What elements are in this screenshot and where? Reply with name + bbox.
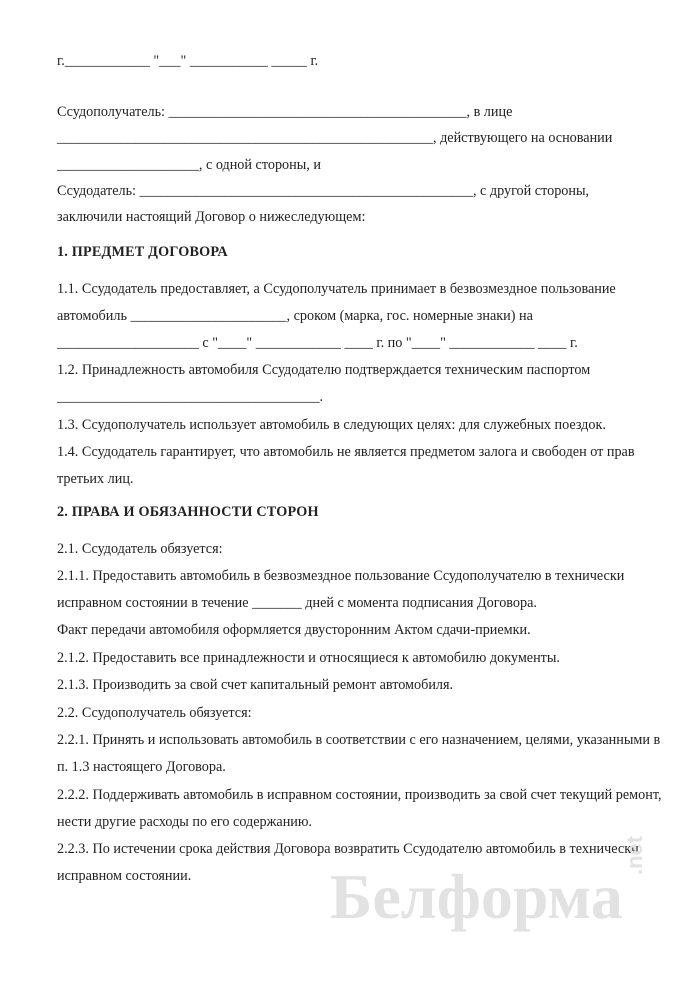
clause-2-1-1-line-c: Факт передачи автомобиля оформляется двусторонним Актом сдачи-приемки. bbox=[57, 622, 531, 638]
date-line: г.____________ "___" ___________ _____ г. bbox=[57, 53, 319, 69]
parties-line-1: Ссудополучатель: __________________________________________, в лице bbox=[57, 104, 513, 120]
clause-2-2-1-line-b: п. 1.3 настоящего Договора. bbox=[57, 759, 226, 775]
clause-1-3: 1.3. Ссудополучатель использует автомобиль в следующих целях: для служебных поездок. bbox=[57, 417, 606, 433]
clause-1-1-line-b: автомобиль ______________________, сроком (марка, гос. номерные знаки) на bbox=[57, 308, 533, 324]
clause-2-2-3-line-a: 2.2.3. По истечении срока действия Договора возвратить Ссудодателю автомобиль в технически bbox=[57, 841, 639, 857]
clause-2-2-1-line-a: 2.2.1. Принять и использовать автомобиль в соответствии с его назначением, целями, указанными в bbox=[57, 732, 661, 748]
clause-2-2: 2.2. Ссудополучатель обязуется: bbox=[57, 705, 252, 721]
clause-2-2-2-line-b: нести другие расходы по его содержанию. bbox=[57, 814, 313, 830]
clause-2-1-3: 2.1.3. Производить за свой счет капитальный ремонт автомобиля. bbox=[57, 677, 454, 693]
clause-2-1-1-line-a: 2.1.1. Предоставить автомобиль в безвозмездное пользование Ссудополучателю в технически bbox=[57, 568, 625, 584]
clause-1-4-line-b: третьих лиц. bbox=[57, 471, 134, 487]
clause-2-1-1-line-b: исправном состоянии в течение _______ дней с момента подписания Договора. bbox=[57, 595, 537, 611]
section-1-heading: 1. ПРЕДМЕТ ДОГОВОРА bbox=[57, 244, 228, 260]
parties-line-2: _____________________________________________________, действующего на основании bbox=[57, 130, 613, 146]
clause-1-2-line-a: 1.2. Принадлежность автомобиля Ссудодателю подтверждается техническим паспортом bbox=[57, 362, 591, 378]
parties-line-3: ____________________, с одной стороны, и bbox=[57, 157, 321, 173]
clause-1-1-line-c: ____________________ с "____" ____________ ____ г. по "____" ____________ ____ г. bbox=[57, 335, 578, 351]
clause-1-1-line-a: 1.1. Ссудодатель предоставляет, а Ссудополучатель принимает в безвозмездное пользование bbox=[57, 281, 616, 297]
clause-2-2-2-line-a: 2.2.2. Поддерживать автомобиль в исправном состоянии, производить за свой счет текущий ремонт, bbox=[57, 787, 662, 803]
clause-1-4-line-a: 1.4. Ссудодатель гарантирует, что автомобиль не является предметом залога и свободен от прав bbox=[57, 444, 635, 460]
watermark-suffix: .net bbox=[622, 835, 647, 875]
clause-1-2-line-b: _____________________________________. bbox=[57, 389, 324, 405]
clause-2-1: 2.1. Ссудодатель обязуется: bbox=[57, 541, 223, 557]
clause-2-2-3-line-b: исправном состоянии. bbox=[57, 868, 192, 884]
parties-line-5: заключили настоящий Договор о нижеследующем: bbox=[57, 209, 366, 225]
parties-line-4: Ссудодатель: _______________________________________________, с другой стороны, bbox=[57, 183, 590, 199]
watermark-logo: Белформа bbox=[330, 861, 623, 932]
section-2-heading: 2. ПРАВА И ОБЯЗАННОСТИ СТОРОН bbox=[57, 504, 319, 520]
clause-2-1-2: 2.1.2. Предоставить все принадлежности и относящиеся к автомобилю документы. bbox=[57, 650, 560, 666]
